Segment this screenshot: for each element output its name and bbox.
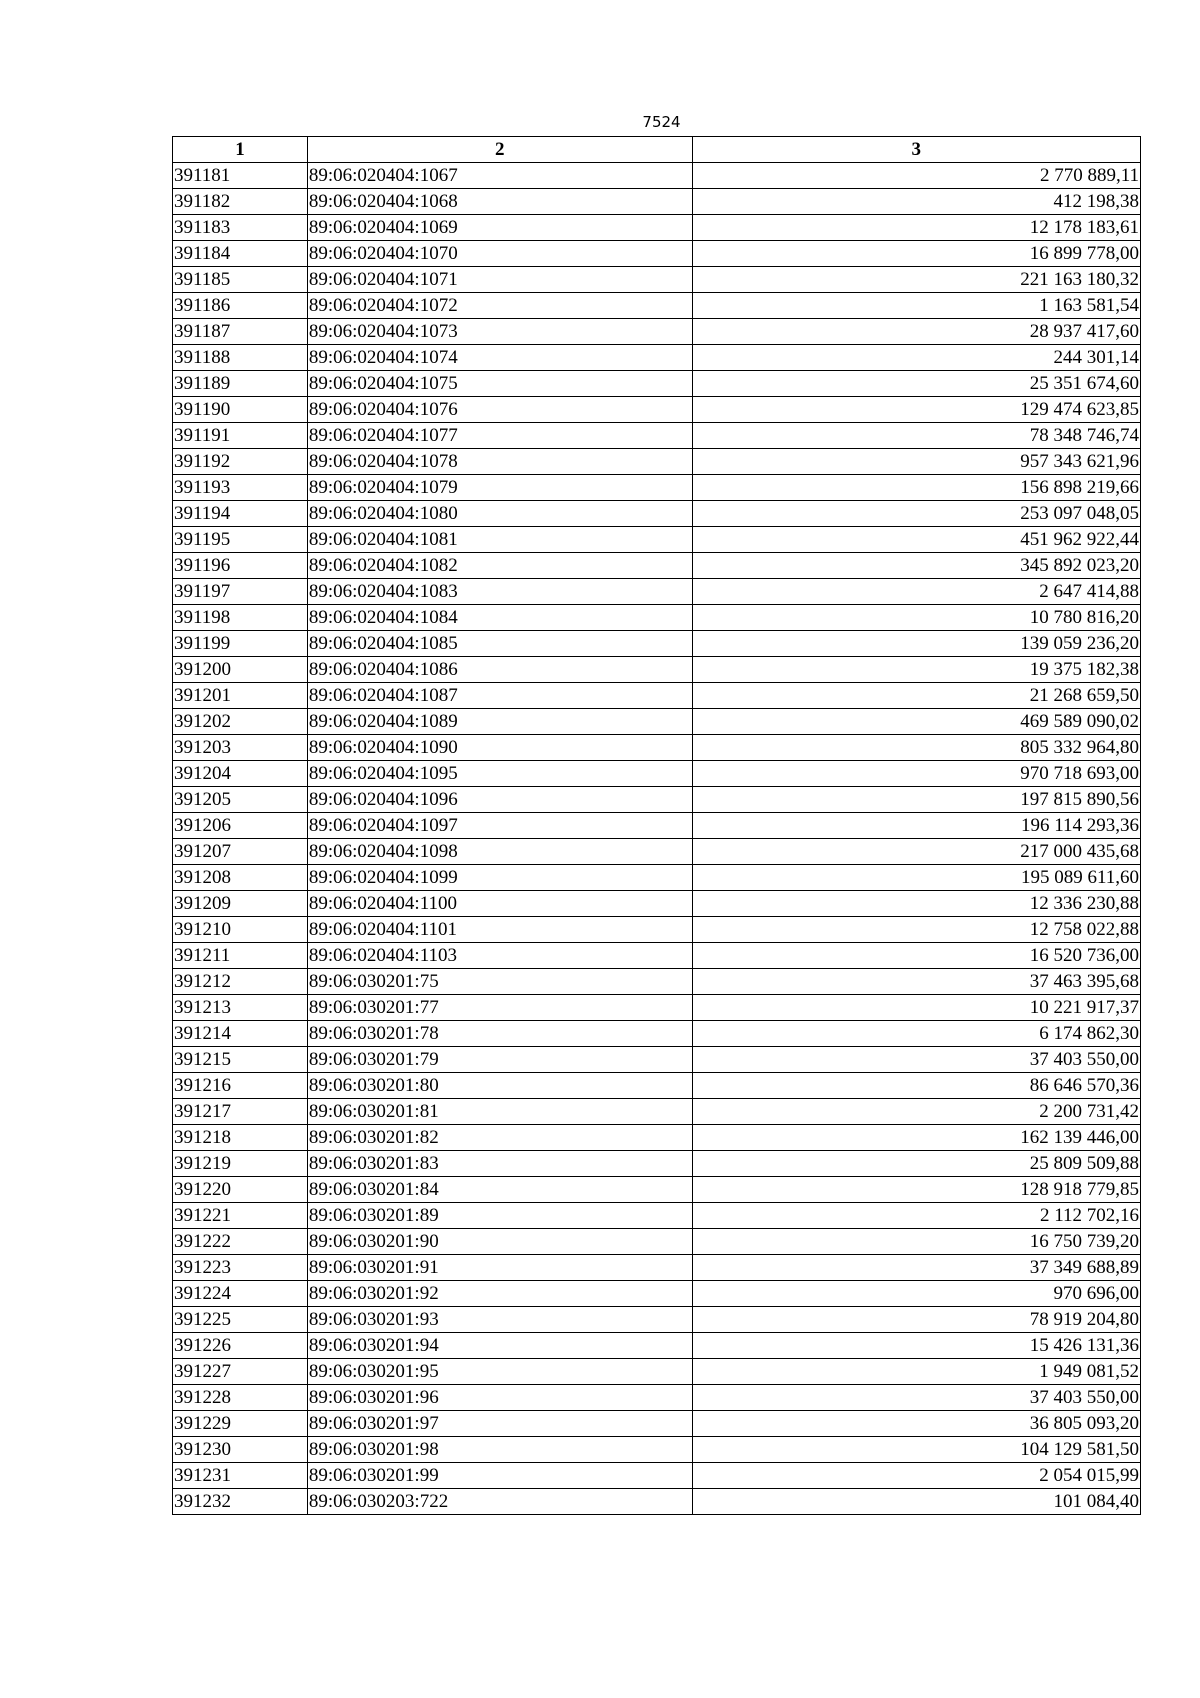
cadastral-number-cell: 89:06:020404:1073: [307, 319, 692, 345]
table-row: [173, 371, 1141, 397]
table-row: [173, 1073, 1141, 1099]
row-number-cell: 391207: [173, 839, 308, 865]
value-cell: 12 336 230,88: [692, 891, 1141, 917]
row-number-cell: 391205: [173, 787, 308, 813]
value-cell: 16 750 739,20: [692, 1229, 1141, 1255]
cadastral-number-cell: 89:06:020404:1089: [307, 709, 692, 735]
value-cell: 6 174 862,30: [692, 1021, 1141, 1047]
value-cell: 86 646 570,36: [692, 1073, 1141, 1099]
row-number-cell: 391223: [173, 1255, 308, 1281]
table-row: [173, 1333, 1141, 1359]
table-row: [173, 1281, 1141, 1307]
value-cell: 37 463 395,68: [692, 969, 1141, 995]
cadastral-number-cell: 89:06:020404:1069: [307, 215, 692, 241]
table-row: [173, 475, 1141, 501]
row-number-cell: 391217: [173, 1099, 308, 1125]
cadastral-number-cell: 89:06:020404:1077: [307, 423, 692, 449]
table-row: [173, 943, 1141, 969]
column-header-3: 3: [692, 137, 1141, 163]
row-number-cell: 391199: [173, 631, 308, 657]
table-header: [173, 137, 1141, 163]
table-row: [173, 995, 1141, 1021]
cadastral-number-cell: 89:06:020404:1076: [307, 397, 692, 423]
value-cell: 2 112 702,16: [692, 1203, 1141, 1229]
table-row: [173, 1099, 1141, 1125]
table-row: [173, 579, 1141, 605]
table-row: [173, 397, 1141, 423]
value-cell: 10 780 816,20: [692, 605, 1141, 631]
value-cell: 104 129 581,50: [692, 1437, 1141, 1463]
cadastral-number-cell: 89:06:020404:1097: [307, 813, 692, 839]
value-cell: 2 770 889,11: [692, 163, 1141, 189]
column-header-2: 2: [307, 137, 692, 163]
row-number-cell: 391189: [173, 371, 308, 397]
cadastral-number-cell: 89:06:030201:92: [307, 1281, 692, 1307]
value-cell: 128 918 779,85: [692, 1177, 1141, 1203]
value-cell: 412 198,38: [692, 189, 1141, 215]
row-number-cell: 391184: [173, 241, 308, 267]
row-number-cell: 391181: [173, 163, 308, 189]
table-row: [173, 1489, 1141, 1515]
table-row: [173, 1151, 1141, 1177]
row-number-cell: 391230: [173, 1437, 308, 1463]
row-number-cell: 391188: [173, 345, 308, 371]
cadastral-number-cell: 89:06:020404:1087: [307, 683, 692, 709]
cadastral-number-cell: 89:06:030201:82: [307, 1125, 692, 1151]
cadastral-number-cell: 89:06:020404:1074: [307, 345, 692, 371]
page-number: 7524: [642, 113, 681, 131]
value-cell: 21 268 659,50: [692, 683, 1141, 709]
row-number-cell: 391219: [173, 1151, 308, 1177]
table-row: [173, 553, 1141, 579]
row-number-cell: 391185: [173, 267, 308, 293]
row-number-cell: 391197: [173, 579, 308, 605]
table-row: [173, 215, 1141, 241]
row-number-cell: 391218: [173, 1125, 308, 1151]
row-number-cell: 391195: [173, 527, 308, 553]
row-number-cell: 391226: [173, 1333, 308, 1359]
value-cell: 12 758 022,88: [692, 917, 1141, 943]
value-cell: 253 097 048,05: [692, 501, 1141, 527]
row-number-cell: 391182: [173, 189, 308, 215]
table-row: [173, 1437, 1141, 1463]
table-row: [173, 813, 1141, 839]
table-row: [173, 1229, 1141, 1255]
row-number-cell: 391209: [173, 891, 308, 917]
table-row: [173, 969, 1141, 995]
table-row: [173, 1411, 1141, 1437]
value-cell: 1 949 081,52: [692, 1359, 1141, 1385]
row-number-cell: 391222: [173, 1229, 308, 1255]
value-cell: 10 221 917,37: [692, 995, 1141, 1021]
cadastral-number-cell: 89:06:020404:1090: [307, 735, 692, 761]
value-cell: 451 962 922,44: [692, 527, 1141, 553]
table-row: [173, 267, 1141, 293]
table-row: [173, 761, 1141, 787]
cadastral-number-cell: 89:06:020404:1071: [307, 267, 692, 293]
table-row: [173, 1255, 1141, 1281]
cadastral-number-cell: 89:06:030201:83: [307, 1151, 692, 1177]
cadastral-number-cell: 89:06:020404:1070: [307, 241, 692, 267]
cadastral-number-cell: 89:06:020404:1086: [307, 657, 692, 683]
cadastral-number-cell: 89:06:020404:1078: [307, 449, 692, 475]
cadastral-number-cell: 89:06:030203:722: [307, 1489, 692, 1515]
value-cell: 78 919 204,80: [692, 1307, 1141, 1333]
table-row: [173, 527, 1141, 553]
value-cell: 970 696,00: [692, 1281, 1141, 1307]
row-number-cell: 391193: [173, 475, 308, 501]
cadastral-number-cell: 89:06:020404:1098: [307, 839, 692, 865]
table-row: [173, 891, 1141, 917]
value-cell: 129 474 623,85: [692, 397, 1141, 423]
value-cell: 25 351 674,60: [692, 371, 1141, 397]
value-cell: 196 114 293,36: [692, 813, 1141, 839]
value-cell: 2 200 731,42: [692, 1099, 1141, 1125]
cadastral-number-cell: 89:06:020404:1095: [307, 761, 692, 787]
row-number-cell: 391216: [173, 1073, 308, 1099]
value-cell: 78 348 746,74: [692, 423, 1141, 449]
cadastral-number-cell: 89:06:020404:1082: [307, 553, 692, 579]
table-row: [173, 839, 1141, 865]
row-number-cell: 391200: [173, 657, 308, 683]
row-number-cell: 391229: [173, 1411, 308, 1437]
value-cell: 345 892 023,20: [692, 553, 1141, 579]
cadastral-number-cell: 89:06:030201:99: [307, 1463, 692, 1489]
cadastral-number-cell: 89:06:020404:1083: [307, 579, 692, 605]
cadastral-number-cell: 89:06:020404:1081: [307, 527, 692, 553]
row-number-cell: 391196: [173, 553, 308, 579]
table-row: [173, 1021, 1141, 1047]
cadastral-number-cell: 89:06:020404:1085: [307, 631, 692, 657]
table-row: [173, 917, 1141, 943]
value-cell: 12 178 183,61: [692, 215, 1141, 241]
value-cell: 2 647 414,88: [692, 579, 1141, 605]
value-cell: 15 426 131,36: [692, 1333, 1141, 1359]
value-cell: 195 089 611,60: [692, 865, 1141, 891]
table-row: [173, 1177, 1141, 1203]
value-cell: 970 718 693,00: [692, 761, 1141, 787]
value-cell: 156 898 219,66: [692, 475, 1141, 501]
table-row: [173, 163, 1141, 189]
row-number-cell: 391201: [173, 683, 308, 709]
cadastral-number-cell: 89:06:020404:1075: [307, 371, 692, 397]
row-number-cell: 391206: [173, 813, 308, 839]
cadastral-number-cell: 89:06:030201:81: [307, 1099, 692, 1125]
cadastral-number-cell: 89:06:020404:1099: [307, 865, 692, 891]
cadastral-number-cell: 89:06:030201:94: [307, 1333, 692, 1359]
value-cell: 37 349 688,89: [692, 1255, 1141, 1281]
row-number-cell: 391192: [173, 449, 308, 475]
row-number-cell: 391183: [173, 215, 308, 241]
cadastral-number-cell: 89:06:020404:1072: [307, 293, 692, 319]
cadastral-number-cell: 89:06:030201:77: [307, 995, 692, 1021]
table-row: [173, 1385, 1141, 1411]
cadastral-number-cell: 89:06:030201:79: [307, 1047, 692, 1073]
value-cell: 36 805 093,20: [692, 1411, 1141, 1437]
value-cell: 197 815 890,56: [692, 787, 1141, 813]
cadastral-number-cell: 89:06:030201:78: [307, 1021, 692, 1047]
cadastral-number-cell: 89:06:030201:95: [307, 1359, 692, 1385]
row-number-cell: 391213: [173, 995, 308, 1021]
table-row: [173, 1203, 1141, 1229]
value-cell: 217 000 435,68: [692, 839, 1141, 865]
cadastral-number-cell: 89:06:030201:80: [307, 1073, 692, 1099]
table-row: [173, 683, 1141, 709]
value-cell: 37 403 550,00: [692, 1047, 1141, 1073]
row-number-cell: 391190: [173, 397, 308, 423]
value-cell: 16 899 778,00: [692, 241, 1141, 267]
cadastral-number-cell: 89:06:030201:90: [307, 1229, 692, 1255]
cadastral-number-cell: 89:06:030201:84: [307, 1177, 692, 1203]
row-number-cell: 391212: [173, 969, 308, 995]
cadastral-number-cell: 89:06:020404:1068: [307, 189, 692, 215]
table-row: [173, 241, 1141, 267]
column-header-1: 1: [173, 137, 308, 163]
row-number-cell: 391198: [173, 605, 308, 631]
row-number-cell: 391215: [173, 1047, 308, 1073]
row-number-cell: 391194: [173, 501, 308, 527]
row-number-cell: 391221: [173, 1203, 308, 1229]
table-row: [173, 1463, 1141, 1489]
row-number-cell: 391214: [173, 1021, 308, 1047]
table-row: [173, 345, 1141, 371]
row-number-cell: 391228: [173, 1385, 308, 1411]
row-number-cell: 391210: [173, 917, 308, 943]
cadastral-number-cell: 89:06:030201:97: [307, 1411, 692, 1437]
cadastral-number-cell: 89:06:030201:75: [307, 969, 692, 995]
row-number-cell: 391220: [173, 1177, 308, 1203]
table-row: [173, 189, 1141, 215]
cadastral-number-cell: 89:06:030201:98: [307, 1437, 692, 1463]
value-cell: 25 809 509,88: [692, 1151, 1141, 1177]
value-cell: 221 163 180,32: [692, 267, 1141, 293]
value-cell: 19 375 182,38: [692, 657, 1141, 683]
value-cell: 805 332 964,80: [692, 735, 1141, 761]
row-number-cell: 391191: [173, 423, 308, 449]
value-cell: 162 139 446,00: [692, 1125, 1141, 1151]
row-number-cell: 391208: [173, 865, 308, 891]
cadastral-number-cell: 89:06:020404:1103: [307, 943, 692, 969]
cadastral-number-cell: 89:06:020404:1101: [307, 917, 692, 943]
table-row: [173, 865, 1141, 891]
row-number-cell: 391232: [173, 1489, 308, 1515]
value-cell: 139 059 236,20: [692, 631, 1141, 657]
row-number-cell: 391227: [173, 1359, 308, 1385]
table-row: [173, 293, 1141, 319]
table-row: [173, 423, 1141, 449]
cadastral-number-cell: 89:06:020404:1067: [307, 163, 692, 189]
row-number-cell: 391224: [173, 1281, 308, 1307]
value-cell: 2 054 015,99: [692, 1463, 1141, 1489]
table-row: [173, 1047, 1141, 1073]
table-row: [173, 1125, 1141, 1151]
value-cell: 1 163 581,54: [692, 293, 1141, 319]
row-number-cell: 391187: [173, 319, 308, 345]
cadastral-number-cell: 89:06:030201:93: [307, 1307, 692, 1333]
row-number-cell: 391211: [173, 943, 308, 969]
table-row: [173, 319, 1141, 345]
cadastral-number-cell: 89:06:030201:91: [307, 1255, 692, 1281]
table-row: [173, 1359, 1141, 1385]
table-row: [173, 631, 1141, 657]
table-row: [173, 657, 1141, 683]
row-number-cell: 391231: [173, 1463, 308, 1489]
value-cell: 244 301,14: [692, 345, 1141, 371]
value-cell: 101 084,40: [692, 1489, 1141, 1515]
row-number-cell: 391202: [173, 709, 308, 735]
value-cell: 469 589 090,02: [692, 709, 1141, 735]
data-table: [172, 136, 1141, 1515]
table-row: [173, 449, 1141, 475]
table-row: [173, 1307, 1141, 1333]
cadastral-number-cell: 89:06:020404:1079: [307, 475, 692, 501]
row-number-cell: 391186: [173, 293, 308, 319]
table-row: [173, 501, 1141, 527]
row-number-cell: 391204: [173, 761, 308, 787]
value-cell: 37 403 550,00: [692, 1385, 1141, 1411]
value-cell: 16 520 736,00: [692, 943, 1141, 969]
header-row: [173, 137, 1141, 163]
row-number-cell: 391203: [173, 735, 308, 761]
cadastral-number-cell: 89:06:020404:1084: [307, 605, 692, 631]
value-cell: 957 343 621,96: [692, 449, 1141, 475]
cadastral-number-cell: 89:06:020404:1100: [307, 891, 692, 917]
row-number-cell: 391225: [173, 1307, 308, 1333]
value-cell: 28 937 417,60: [692, 319, 1141, 345]
cadastral-number-cell: 89:06:020404:1096: [307, 787, 692, 813]
table-row: [173, 709, 1141, 735]
cadastral-number-cell: 89:06:030201:89: [307, 1203, 692, 1229]
table-row: [173, 787, 1141, 813]
table-row: [173, 605, 1141, 631]
cadastral-number-cell: 89:06:020404:1080: [307, 501, 692, 527]
table-row: [173, 735, 1141, 761]
cadastral-number-cell: 89:06:030201:96: [307, 1385, 692, 1411]
table-body: [173, 163, 1141, 1515]
